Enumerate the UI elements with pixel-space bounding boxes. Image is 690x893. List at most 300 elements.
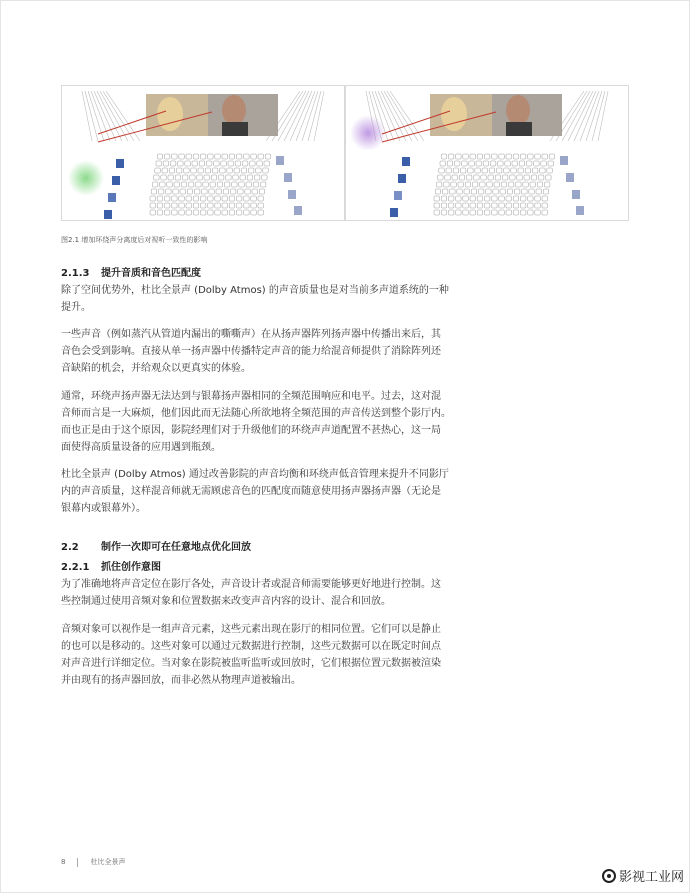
seat [474,175,480,180]
seat [531,175,537,180]
seat [492,196,498,201]
seat [523,182,529,187]
seat [239,182,245,187]
seat [246,182,252,187]
seat [160,182,166,187]
seat [494,182,500,187]
seat [169,168,175,173]
seat [542,203,548,208]
seat [222,203,228,208]
seat [444,182,450,187]
seat [520,203,526,208]
seat [212,168,218,173]
seat [512,161,518,166]
seat [487,182,493,187]
seat [229,210,235,215]
section-heading-2-2 [61,538,251,553]
seat [251,196,256,201]
seat [546,175,552,180]
surround-speaker [116,159,124,168]
seat [218,175,224,180]
seat [492,210,498,215]
seat [536,189,542,194]
seat [483,161,489,166]
seat [472,182,478,187]
text-line: 为了准确地将声音定位在影厅各处，声音设计者或混音师需要能够更好地进行控制。这 [61,579,441,590]
seat [492,203,498,208]
text-line: 音缺陷的机会，并给观众以更真实的体验。 [61,363,251,374]
surround-speaker [560,156,568,165]
seat [240,175,246,180]
seat [193,203,199,208]
seat [236,210,242,215]
seat [456,210,462,215]
seat [470,196,476,201]
seat [535,154,541,159]
seat [481,175,487,180]
seat [484,196,490,201]
seat-rows [434,154,555,215]
seat [215,203,221,208]
seat [210,182,216,187]
seat [228,161,234,166]
seat [434,203,440,208]
seat [222,210,228,215]
surround-speaker [566,173,574,182]
seat [469,161,475,166]
seat [226,175,232,180]
seat [176,168,182,173]
text-line: 银幕内或银幕外）。 [61,503,146,514]
seat [477,196,483,201]
seat [164,154,170,159]
seat [163,161,169,166]
seat [508,182,514,187]
seat [514,189,520,194]
seat [454,161,460,166]
seat [477,154,483,159]
text-line: 提升。 [61,302,91,313]
seat [456,203,462,208]
paragraph-3 [61,388,471,456]
seat [441,154,447,159]
seat [150,210,156,215]
watermark-text: 影视工业网 [618,870,684,885]
seat [516,182,522,187]
text-line: 内的声音质量，这样混音师就无需顾虑音色的匹配度而随意使用扬声器扬声器（无论是 [61,486,441,497]
seat [496,168,502,173]
seat [164,203,170,208]
seat [548,161,554,166]
surround-speaker [390,208,398,217]
seat [446,168,452,173]
seat [166,189,172,194]
seat [513,196,519,201]
seat [192,161,198,166]
paragraph-2 [61,326,471,377]
seat [208,210,214,215]
section-heading-2-2-1 [61,558,161,573]
seat [208,154,214,159]
seat [259,189,265,194]
seat [217,182,223,187]
seat [155,168,161,173]
seat [215,196,221,201]
seat [524,175,530,180]
seat [260,182,266,187]
seat [244,196,250,201]
seat [179,203,185,208]
page-number: 8 [61,858,66,866]
theater-diagram-left [62,86,344,220]
section-number: 2.2.1 [61,562,90,573]
seat [230,189,236,194]
surround-speaker [276,156,284,165]
seat [236,203,242,208]
seat [457,189,463,194]
seat [470,203,476,208]
seat [520,154,526,159]
seat [498,161,504,166]
seat [188,182,194,187]
seat [518,168,524,173]
seat [244,154,250,159]
seat [256,168,262,173]
seat [184,168,190,173]
seat [178,161,184,166]
seat [193,196,199,201]
seat [456,196,462,201]
seat [193,154,199,159]
seat [466,175,472,180]
seat [549,154,555,159]
seat [540,168,546,173]
seat [252,189,258,194]
seat [204,175,210,180]
seat [157,196,163,201]
seat [162,168,168,173]
seat [179,154,185,159]
seat [448,154,454,159]
seat [439,168,445,173]
seat [208,203,214,208]
seat [186,196,192,201]
seat [543,189,549,194]
seat [174,182,180,187]
seat [462,161,468,166]
surround-speaker [104,210,112,219]
paragraph-1 [61,282,471,316]
seat [150,203,156,208]
seat [200,196,206,201]
seat [445,175,451,180]
figure-right [345,85,629,221]
seat [172,210,178,215]
wall-line [106,91,140,141]
section-title: 提升音质和音色匹配度 [101,268,201,279]
seat [489,168,495,173]
seat [522,189,528,194]
seat [505,161,511,166]
seat [456,154,462,159]
seat [542,154,548,159]
seat [542,210,548,215]
seat [530,182,536,187]
seat [179,196,185,201]
seat [199,161,205,166]
seat [478,189,484,194]
watermark-logo-icon [602,869,616,883]
seat [535,196,541,201]
seat [495,175,501,180]
seat [535,210,541,215]
sound-glow [350,115,386,151]
seat [253,182,259,187]
seat [263,168,269,173]
seat [151,189,157,194]
seat [493,189,499,194]
seat [175,175,181,180]
surround-speaker [576,206,584,215]
seat [484,210,490,215]
seat [490,161,496,166]
seat [501,182,507,187]
seat [519,161,525,166]
seat [448,203,454,208]
text-line: 而也正是由于这个原因，影院经理们对于升级他们的环绕声声道配置不甚热心，这一局 [61,425,441,436]
seat [538,175,544,180]
seat [198,168,204,173]
seat [223,189,229,194]
seat [244,210,250,215]
seat [258,210,264,215]
seat [216,189,222,194]
seat [215,210,221,215]
seat [488,175,494,180]
seat [229,154,235,159]
seat [154,175,160,180]
text-line: 一些声音（例如蒸汽从管道内漏出的嘶嘶声）在从扬声器阵列扬声器中传播出来后，其 [61,329,441,340]
actor-suit [506,122,532,136]
wall-line [100,91,128,141]
section-title: 制作一次即可在任意地点优化回放 [101,542,251,553]
paragraph-5 [61,576,471,610]
seat [161,175,167,180]
section-number: 2.1.3 [61,268,90,279]
seat [436,182,442,187]
watermark [602,866,684,885]
wall-line [278,91,306,141]
seat [247,175,253,180]
actor-suit [222,122,248,136]
seat [245,189,251,194]
seat [244,203,250,208]
seat [172,154,178,159]
surround-speaker [402,157,410,166]
seat [484,154,490,159]
seat [434,196,440,201]
surround-speaker [288,190,296,199]
seat [186,154,192,159]
seat [250,161,256,166]
seat [182,175,188,180]
text-line: 面使得高质量设备的应用遇到瓶颈。 [61,442,221,453]
seat [194,189,200,194]
seat [233,175,239,180]
seat [448,210,454,215]
paragraph-6 [61,621,471,689]
seat [211,175,217,180]
seat [499,196,505,201]
text-line: 并由现有的扬声器回放，而非必然从物理声道被输出。 [61,675,301,686]
surround-speaker [108,193,116,202]
seat [236,196,242,201]
seat [242,161,248,166]
seat [442,189,448,194]
seat [232,182,238,187]
seat [206,161,212,166]
section-number: 2.2 [61,542,79,553]
seat [458,182,464,187]
page-footer [61,857,125,867]
seat [222,154,228,159]
seat [172,203,178,208]
surround-speaker [112,176,120,185]
seat [438,175,444,180]
seat [447,161,453,166]
seat [544,182,550,187]
seat [251,210,256,215]
seat [251,203,256,208]
seat [229,196,235,201]
seat [181,182,187,187]
seat [205,168,211,173]
seat [482,168,488,173]
seat [440,161,446,166]
seat [441,203,447,208]
seat [506,210,512,215]
seat [248,168,254,173]
seat [200,203,206,208]
surround-speaker [394,191,402,200]
text-line: 音色会受到影响。直接从单一扬声器中传播特定声音的能力给混音师提供了消除阵列还 [61,346,441,357]
actor-head [506,95,530,125]
seat [463,210,469,215]
seat [526,161,532,166]
seat [507,189,513,194]
seat [513,154,519,159]
seat [197,175,203,180]
seat [238,189,244,194]
seat [258,203,264,208]
seat [157,154,163,159]
seat [464,189,470,194]
seat [441,196,447,201]
seat [492,154,498,159]
sound-glow [68,160,104,196]
text-line: 通常，环绕声扬声器无法达到与银幕扬声器相同的全频范围响应和电平。过去，这对混 [61,391,441,402]
seat [164,196,170,201]
seat [241,168,247,173]
seat [158,189,164,194]
seat [164,210,170,215]
seat [529,189,535,194]
seat [156,161,162,166]
seat [203,182,209,187]
seat [484,203,490,208]
text-line: 些控制通过使用音频对象和位置数据来改变声音内容的设计、混合和回放。 [61,596,391,607]
seat [185,161,191,166]
seat [441,210,447,215]
seat [532,168,538,173]
seat [528,196,534,201]
seat [499,203,505,208]
seat [499,154,505,159]
wall-line [574,91,596,141]
seat [258,154,264,159]
seat [258,196,264,201]
wall-line [390,91,424,141]
figure-caption: 图2.1 增加环绕声分离度后对视听一致性的影响 [61,236,208,244]
seat [180,189,186,194]
seat [167,182,173,187]
seat [186,210,192,215]
seat [451,182,457,187]
seat [236,154,242,159]
seat [463,154,469,159]
seat [229,203,235,208]
seat [150,196,156,201]
seat [480,182,486,187]
seat [477,210,483,215]
seat [262,175,268,180]
seat [157,203,163,208]
seat [200,154,206,159]
wall-line [290,91,312,141]
text-line: 对声音进行详细定位。当对象在影院被监听监听或回放时，它们根据位置元数据被渲染 [61,658,441,669]
seat [251,154,256,159]
seat [200,210,206,215]
seat [234,168,240,173]
actor-head [222,95,246,125]
seat [187,189,193,194]
seat [542,196,548,201]
wall-line [384,91,412,141]
seat [520,196,526,201]
seat [220,168,226,173]
text-line: 杜比全景声 (Dolby Atmos) 通过改善影院的声音均衡和环绕声低音管理来提升不同影厅 [61,469,449,480]
seat [528,203,534,208]
seat [528,210,534,215]
seat [448,196,454,201]
seat [172,196,178,201]
seat [499,210,505,215]
seat [500,189,506,194]
seat [450,189,456,194]
seat [506,203,512,208]
text-line: 的也可以是移动的。这些对象可以通过元数据进行控制，这些元数据可以在既定时间点 [61,641,441,652]
text-line: 音频对象可以视作是一组声音元素，这些元素出现在影厅的相同位置。它们可以是静止 [61,624,441,635]
seat [222,196,228,201]
theater-diagram-right [346,86,628,220]
seat [459,175,465,180]
seat [191,168,197,173]
seat [157,210,163,215]
seat [209,189,215,194]
seat [513,210,519,215]
surround-speaker [294,206,302,215]
footer-title: 杜比全景声 [90,858,126,866]
